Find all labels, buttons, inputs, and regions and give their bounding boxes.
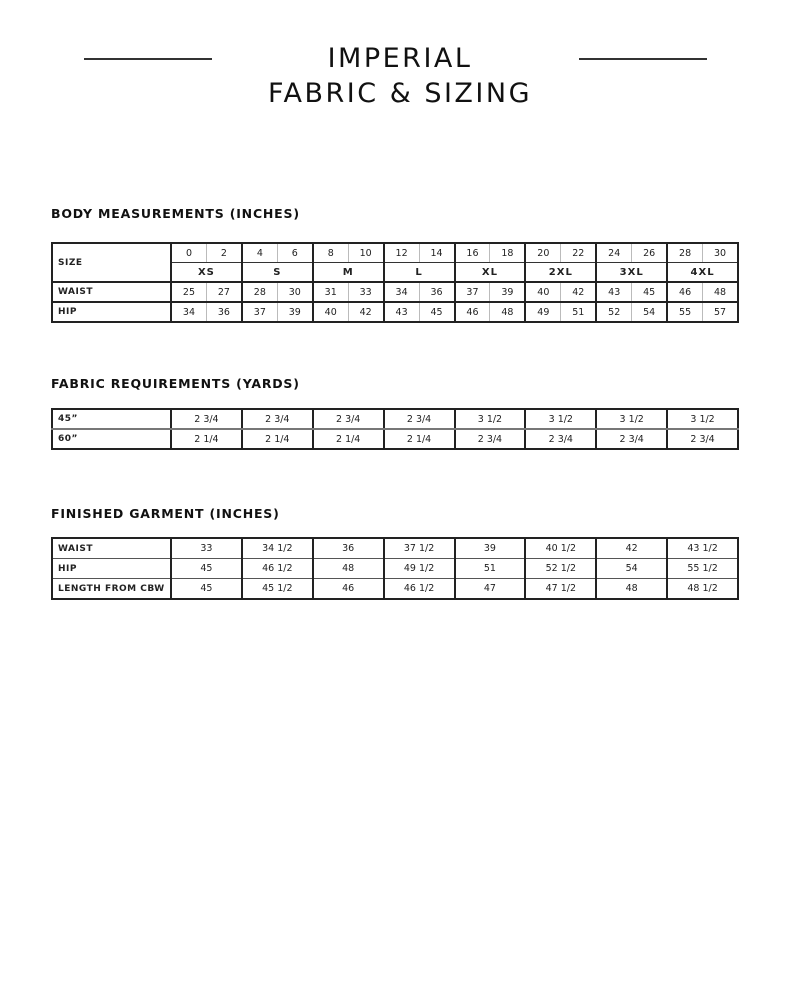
numeric-size-cell: 14 — [419, 243, 454, 263]
numeric-size-cell: 18 — [490, 243, 525, 263]
value-cell: 48 — [596, 579, 667, 600]
value-cell: 37 1/2 — [384, 538, 455, 559]
size-name-cell: 3XL — [596, 263, 667, 283]
numeric-size-row — [52, 243, 738, 263]
measurement-cell: 39 — [490, 282, 525, 302]
measurement-cell: 52 — [596, 302, 631, 322]
value-cell: 3 1/2 — [596, 409, 667, 429]
table-row — [52, 302, 738, 322]
value-cell: 2 3/4 — [313, 409, 384, 429]
body-measurements-heading: BODY MEASUREMENTS (INCHES) — [51, 206, 300, 221]
value-cell: 52 1/2 — [525, 559, 596, 579]
measurement-cell: 37 — [455, 282, 490, 302]
value-cell: 3 1/2 — [455, 409, 526, 429]
measurement-cell: 28 — [242, 282, 277, 302]
size-name-cell: XL — [455, 263, 526, 283]
measurement-cell: 34 — [384, 282, 419, 302]
measurement-cell: 45 — [632, 282, 667, 302]
measurement-cell: 33 — [348, 282, 383, 302]
numeric-size-cell: 6 — [277, 243, 312, 263]
table-row — [52, 579, 738, 600]
measurement-cell: 31 — [313, 282, 348, 302]
page-title-line2: FABRIC & SIZING — [267, 78, 533, 109]
measurement-cell: 42 — [348, 302, 383, 322]
numeric-size-cell: 22 — [561, 243, 596, 263]
value-cell: 3 1/2 — [667, 409, 738, 429]
numeric-size-cell: 24 — [596, 243, 631, 263]
measurement-cell: 25 — [171, 282, 206, 302]
value-cell: 45 — [171, 559, 242, 579]
row-label: LENGTH FROM CBW — [52, 579, 171, 600]
table-row — [52, 538, 738, 559]
numeric-size-cell: 0 — [171, 243, 206, 263]
numeric-size-cell: 26 — [632, 243, 667, 263]
table-row — [52, 282, 738, 302]
size-name-cell: L — [384, 263, 455, 283]
measurement-cell: 46 — [455, 302, 490, 322]
finished-garment-table — [51, 537, 739, 600]
size-label: SIZE — [52, 243, 171, 282]
size-name-cell: 2XL — [525, 263, 596, 283]
value-cell: 2 3/4 — [667, 429, 738, 449]
size-name-cell: M — [313, 263, 384, 283]
measurement-cell: 43 — [384, 302, 419, 322]
value-cell: 46 1/2 — [242, 559, 313, 579]
measurement-cell: 39 — [277, 302, 312, 322]
value-cell: 51 — [455, 559, 526, 579]
value-cell: 45 1/2 — [242, 579, 313, 600]
measurement-cell: 42 — [561, 282, 596, 302]
value-cell: 47 1/2 — [525, 579, 596, 600]
value-cell: 2 3/4 — [171, 409, 242, 429]
value-cell: 42 — [596, 538, 667, 559]
row-label: WAIST — [52, 538, 171, 559]
numeric-size-cell: 12 — [384, 243, 419, 263]
size-name-cell: 4XL — [667, 263, 738, 283]
measurement-cell: 27 — [206, 282, 241, 302]
row-label: 60” — [52, 429, 171, 449]
value-cell: 2 1/4 — [384, 429, 455, 449]
measurement-cell: 40 — [525, 282, 560, 302]
table-row — [52, 429, 738, 449]
numeric-size-cell: 16 — [455, 243, 490, 263]
value-cell: 2 1/4 — [242, 429, 313, 449]
measurement-cell: 37 — [242, 302, 277, 322]
measurement-cell: 36 — [419, 282, 454, 302]
page-title-line1: IMPERIAL — [327, 43, 473, 74]
row-label: HIP — [52, 302, 171, 322]
measurement-cell: 48 — [703, 282, 738, 302]
numeric-size-cell: 8 — [313, 243, 348, 263]
measurement-cell: 43 — [596, 282, 631, 302]
measurement-cell: 48 — [490, 302, 525, 322]
measurement-cell: 55 — [667, 302, 702, 322]
value-cell: 2 3/4 — [525, 429, 596, 449]
numeric-size-cell: 2 — [206, 243, 241, 263]
value-cell: 54 — [596, 559, 667, 579]
measurement-cell: 46 — [667, 282, 702, 302]
measurement-cell: 30 — [277, 282, 312, 302]
row-label: 45” — [52, 409, 171, 429]
value-cell: 2 3/4 — [242, 409, 313, 429]
measurement-cell: 54 — [632, 302, 667, 322]
measurement-cell: 40 — [313, 302, 348, 322]
value-cell: 39 — [455, 538, 526, 559]
body-measurements-table — [51, 242, 739, 323]
numeric-size-cell: 4 — [242, 243, 277, 263]
value-cell: 47 — [455, 579, 526, 600]
measurement-cell: 34 — [171, 302, 206, 322]
measurement-cell: 57 — [703, 302, 738, 322]
value-cell: 34 1/2 — [242, 538, 313, 559]
value-cell: 46 — [313, 579, 384, 600]
fabric-requirements-table — [51, 408, 739, 450]
value-cell: 45 — [171, 579, 242, 600]
row-label: HIP — [52, 559, 171, 579]
value-cell: 3 1/2 — [525, 409, 596, 429]
value-cell: 2 3/4 — [455, 429, 526, 449]
value-cell: 43 1/2 — [667, 538, 738, 559]
value-cell: 46 1/2 — [384, 579, 455, 600]
measurement-cell: 51 — [561, 302, 596, 322]
table-row — [52, 409, 738, 429]
numeric-size-cell: 20 — [525, 243, 560, 263]
value-cell: 2 1/4 — [313, 429, 384, 449]
numeric-size-cell: 10 — [348, 243, 383, 263]
measurement-cell: 36 — [206, 302, 241, 322]
value-cell: 48 1/2 — [667, 579, 738, 600]
value-cell: 36 — [313, 538, 384, 559]
measurement-cell: 45 — [419, 302, 454, 322]
value-cell: 55 1/2 — [667, 559, 738, 579]
table-row — [52, 559, 738, 579]
value-cell: 2 3/4 — [596, 429, 667, 449]
value-cell: 2 1/4 — [171, 429, 242, 449]
value-cell: 2 3/4 — [384, 409, 455, 429]
finished-garment-heading: FINISHED GARMENT (INCHES) — [51, 506, 280, 521]
size-name-cell: XS — [171, 263, 242, 283]
size-name-cell: S — [242, 263, 313, 283]
value-cell: 33 — [171, 538, 242, 559]
value-cell: 40 1/2 — [525, 538, 596, 559]
row-label: WAIST — [52, 282, 171, 302]
fabric-requirements-heading: FABRIC REQUIREMENTS (YARDS) — [51, 376, 300, 391]
value-cell: 48 — [313, 559, 384, 579]
numeric-size-cell: 30 — [703, 243, 738, 263]
value-cell: 49 1/2 — [384, 559, 455, 579]
numeric-size-cell: 28 — [667, 243, 702, 263]
measurement-cell: 49 — [525, 302, 560, 322]
